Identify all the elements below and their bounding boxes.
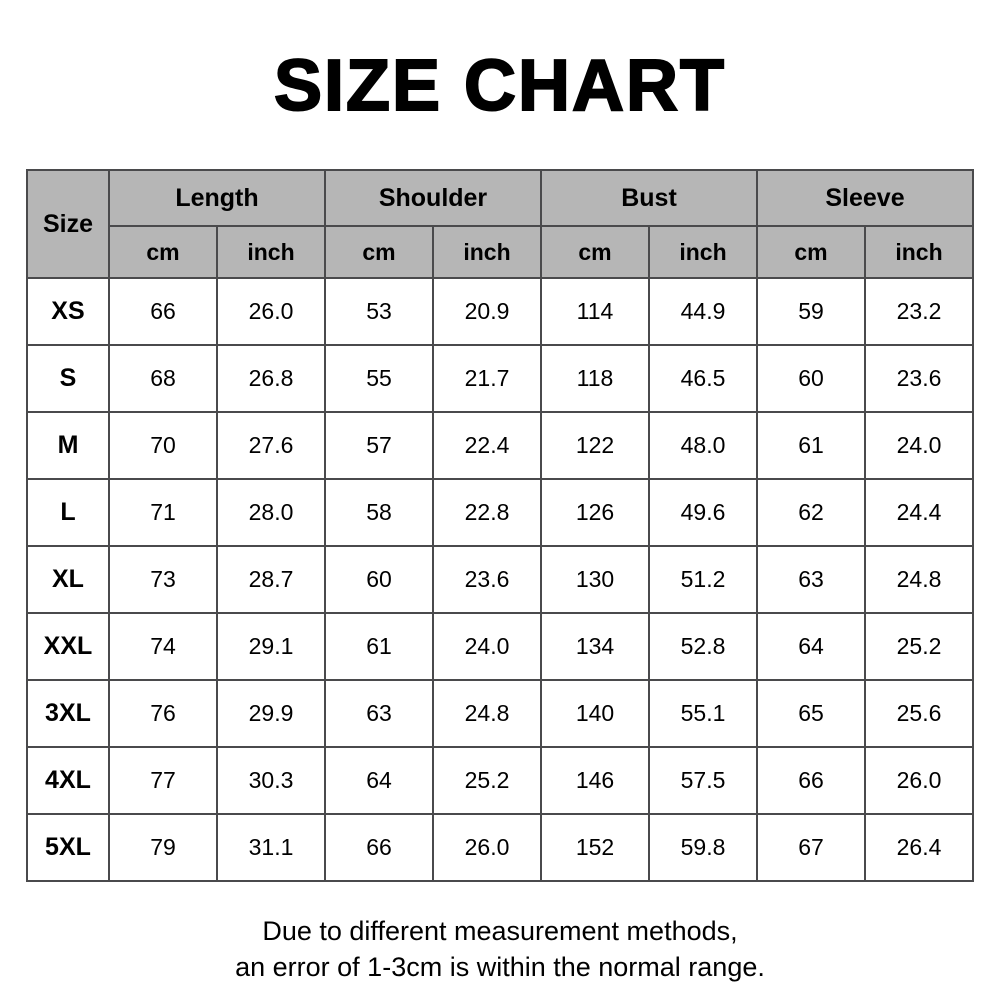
measurement-cell: 31.1 xyxy=(217,814,325,881)
measurement-cell: 28.0 xyxy=(217,479,325,546)
measurement-cell: 77 xyxy=(109,747,217,814)
measurement-cell: 48.0 xyxy=(649,412,757,479)
measurement-cell: 57.5 xyxy=(649,747,757,814)
measurement-cell: 22.4 xyxy=(433,412,541,479)
disclaimer-line-2: an error of 1-3cm is within the normal range. xyxy=(235,951,765,982)
measurement-cell: 66 xyxy=(757,747,865,814)
measurement-cell: 55 xyxy=(325,345,433,412)
measurement-cell: 24.0 xyxy=(433,613,541,680)
unit-header-inch: inch xyxy=(433,226,541,278)
table-row xyxy=(27,680,973,747)
unit-header-cm: cm xyxy=(325,226,433,278)
size-cell: XXL xyxy=(27,613,109,680)
measurement-cell: 146 xyxy=(541,747,649,814)
measurement-cell: 140 xyxy=(541,680,649,747)
measurement-cell: 122 xyxy=(541,412,649,479)
measurement-cell: 65 xyxy=(757,680,865,747)
size-cell: S xyxy=(27,345,109,412)
size-column-header: Size xyxy=(27,170,109,278)
size-chart-table xyxy=(26,169,974,882)
size-cell: 5XL xyxy=(27,814,109,881)
group-header-length: Length xyxy=(109,170,325,226)
measurement-cell: 64 xyxy=(325,747,433,814)
measurement-cell: 23.6 xyxy=(865,345,973,412)
group-header-shoulder: Shoulder xyxy=(325,170,541,226)
disclaimer-line-1: Due to different measurement methods, xyxy=(262,916,738,946)
measurement-cell: 24.4 xyxy=(865,479,973,546)
measurement-cell: 126 xyxy=(541,479,649,546)
measurement-cell: 57 xyxy=(325,412,433,479)
measurement-cell: 26.4 xyxy=(865,814,973,881)
table-row xyxy=(27,546,973,613)
size-cell: M xyxy=(27,412,109,479)
measurement-cell: 60 xyxy=(757,345,865,412)
measurement-cell: 60 xyxy=(325,546,433,613)
measurement-cell: 73 xyxy=(109,546,217,613)
size-cell: 3XL xyxy=(27,680,109,747)
measurement-cell: 76 xyxy=(109,680,217,747)
size-cell: XS xyxy=(27,278,109,345)
size-cell: XL xyxy=(27,546,109,613)
group-header-bust: Bust xyxy=(541,170,757,226)
unit-header-row xyxy=(27,226,973,278)
unit-header-inch: inch xyxy=(865,226,973,278)
measurement-cell: 28.7 xyxy=(217,546,325,613)
measurement-cell: 61 xyxy=(325,613,433,680)
measurement-cell: 23.6 xyxy=(433,546,541,613)
measurement-cell: 26.8 xyxy=(217,345,325,412)
group-header-sleeve: Sleeve xyxy=(757,170,973,226)
measurement-cell: 61 xyxy=(757,412,865,479)
measurement-cell: 64 xyxy=(757,613,865,680)
table-row xyxy=(27,412,973,479)
size-cell: L xyxy=(27,479,109,546)
measurement-cell: 58 xyxy=(325,479,433,546)
unit-header-inch: inch xyxy=(217,226,325,278)
measurement-cell: 25.2 xyxy=(865,613,973,680)
measurement-cell: 30.3 xyxy=(217,747,325,814)
table-row xyxy=(27,479,973,546)
measurement-cell: 134 xyxy=(541,613,649,680)
measurement-cell: 44.9 xyxy=(649,278,757,345)
measurement-cell: 29.9 xyxy=(217,680,325,747)
measurement-cell: 24.0 xyxy=(865,412,973,479)
measurement-cell: 26.0 xyxy=(865,747,973,814)
measurement-cell: 118 xyxy=(541,345,649,412)
measurement-cell: 26.0 xyxy=(433,814,541,881)
measurement-cell: 46.5 xyxy=(649,345,757,412)
measurement-cell: 22.8 xyxy=(433,479,541,546)
unit-header-cm: cm xyxy=(541,226,649,278)
measurement-cell: 23.2 xyxy=(865,278,973,345)
measurement-disclaimer xyxy=(0,914,1000,986)
unit-header-inch: inch xyxy=(649,226,757,278)
unit-header-cm: cm xyxy=(757,226,865,278)
measurement-cell: 20.9 xyxy=(433,278,541,345)
measurement-cell: 55.1 xyxy=(649,680,757,747)
measurement-cell: 152 xyxy=(541,814,649,881)
unit-header-cm: cm xyxy=(109,226,217,278)
measurement-cell: 59.8 xyxy=(649,814,757,881)
measurement-cell: 67 xyxy=(757,814,865,881)
measurement-cell: 130 xyxy=(541,546,649,613)
measurement-cell: 70 xyxy=(109,412,217,479)
measurement-cell: 79 xyxy=(109,814,217,881)
page-title: SIZE CHART xyxy=(274,46,726,126)
measurement-cell: 21.7 xyxy=(433,345,541,412)
measurement-cell: 25.6 xyxy=(865,680,973,747)
measurement-cell: 52.8 xyxy=(649,613,757,680)
measurement-cell: 62 xyxy=(757,479,865,546)
measurement-cell: 66 xyxy=(325,814,433,881)
table-body xyxy=(27,278,973,881)
measurement-cell: 68 xyxy=(109,345,217,412)
measurement-cell: 71 xyxy=(109,479,217,546)
table-header xyxy=(27,170,973,278)
table-row xyxy=(27,747,973,814)
measurement-cell: 49.6 xyxy=(649,479,757,546)
measurement-cell: 66 xyxy=(109,278,217,345)
size-cell: 4XL xyxy=(27,747,109,814)
table-row xyxy=(27,814,973,881)
measurement-cell: 63 xyxy=(325,680,433,747)
measurement-cell: 26.0 xyxy=(217,278,325,345)
table-row xyxy=(27,278,973,345)
measurement-cell: 27.6 xyxy=(217,412,325,479)
measurement-cell: 24.8 xyxy=(433,680,541,747)
measurement-cell: 29.1 xyxy=(217,613,325,680)
measurement-cell: 59 xyxy=(757,278,865,345)
table-row xyxy=(27,345,973,412)
measurement-cell: 51.2 xyxy=(649,546,757,613)
table-row xyxy=(27,613,973,680)
measurement-cell: 53 xyxy=(325,278,433,345)
measurement-cell: 63 xyxy=(757,546,865,613)
measurement-cell: 74 xyxy=(109,613,217,680)
measurement-cell: 114 xyxy=(541,278,649,345)
measurement-cell: 25.2 xyxy=(433,747,541,814)
measurement-cell: 24.8 xyxy=(865,546,973,613)
group-header-row xyxy=(27,170,973,226)
